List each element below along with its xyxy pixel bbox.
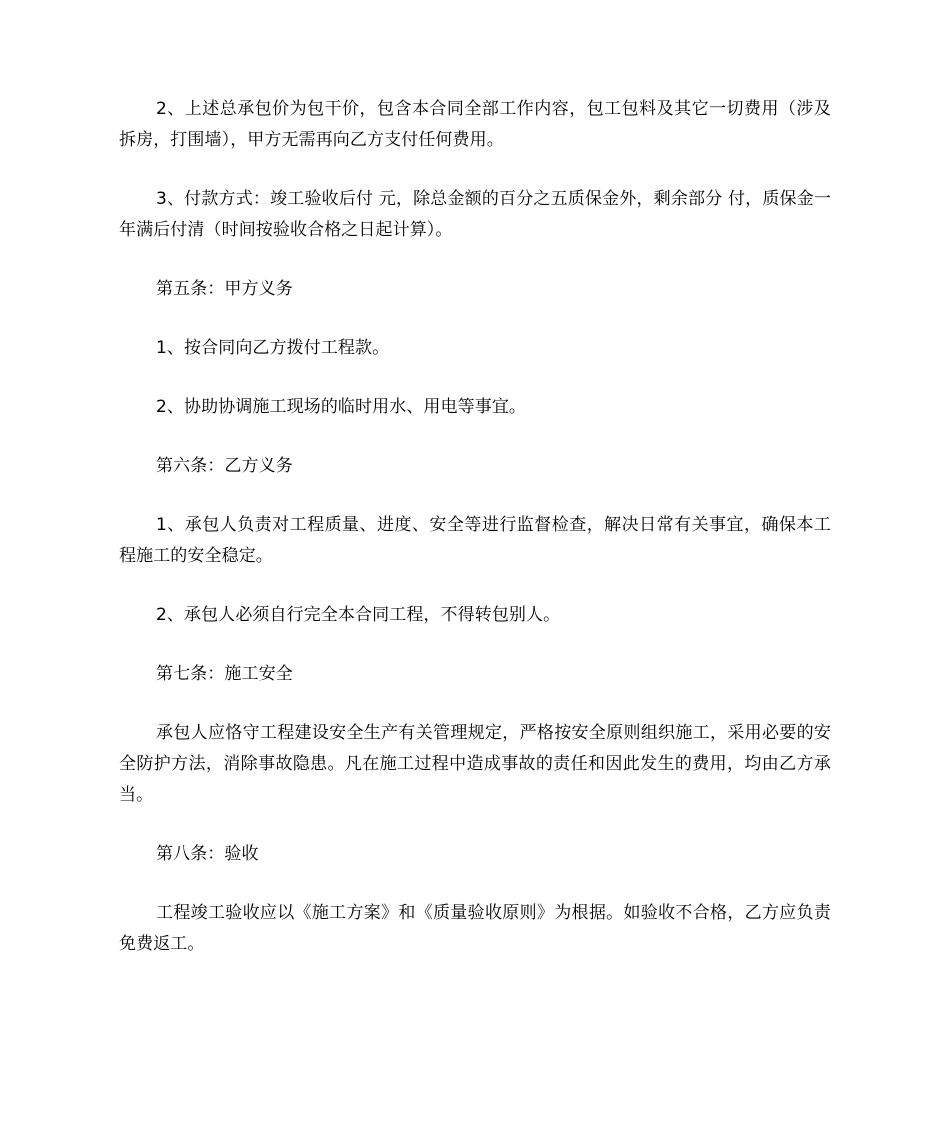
clause-6-item-2: 2、承包人必须自行完全本合同工程，不得转包别人。 [156,605,561,625]
clause-5-item-2: 2、协助协调施工现场的临时用水、用电等事宜。 [156,397,527,417]
clause-6-heading: 第六条：乙方义务 [156,456,293,476]
clause-8-body: 工程竣工验收应以《施工方案》和《质量验收原则》为根据。如验收不合格，乙方应负责免费返工。 [119,903,831,954]
clause-7-body: 承包人应恪守工程建设安全生产有关管理规定，严格按安全原则组织施工，采用必要的安全防护方法，消除事故隐患。凡在施工过程中造成事故的责任和因此发生的费用，均由乙方承当。 [119,723,831,805]
clause-7-heading: 第七条：施工安全 [156,664,293,684]
clause-5-heading: 第五条：甲方义务 [156,279,293,299]
clause-6-item-1: 1、承包人负责对工程质量、进度、安全等进行监督检查，解决日常有关事宜，确保本工程施工的安全稳定。 [119,515,831,566]
clause-4-item-3-payment: 3、付款方式：竣工验收后付 元，除总金额的百分之五质保金外，剩余部分 付，质保金一年满后付清（时间按验收合格之日起计算）。 [119,189,831,240]
clause-4-item-2: 2、上述总承包价为包干价，包含本合同全部工作内容，包工包料及其它一切费用（涉及拆房，打围墙），甲方无需再向乙方支付任何费用。 [119,99,831,150]
clause-8-heading: 第八条：验收 [156,844,259,864]
clause-5-item-1: 1、按合同向乙方拨付工程款。 [156,338,390,358]
document-body [119,94,831,960]
